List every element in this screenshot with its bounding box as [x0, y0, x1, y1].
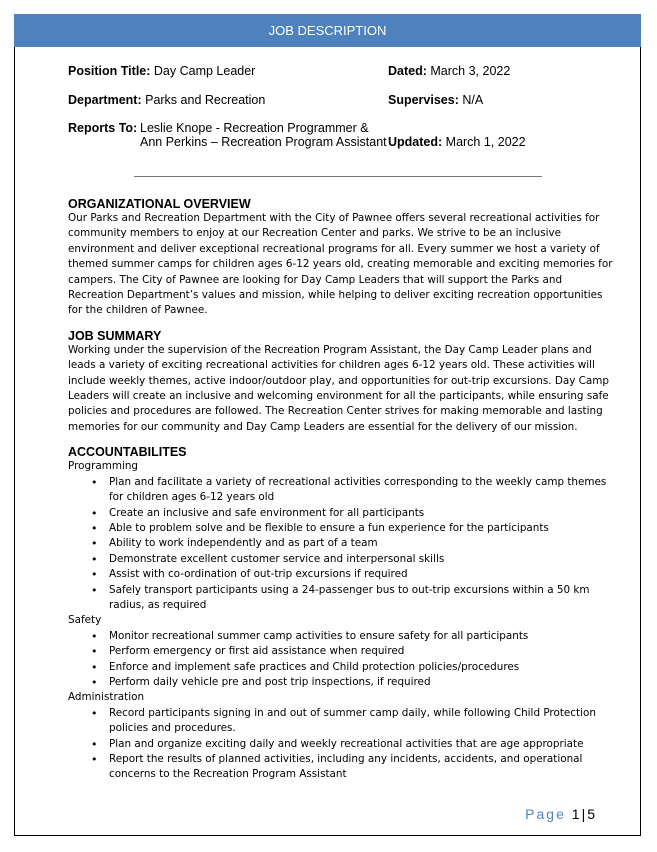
- list-item: • Enforce and implement safe practices and Child protection policies/procedures: [109, 660, 613, 675]
- supervises-field: [388, 93, 483, 108]
- updated-field: [388, 135, 526, 150]
- list-item: • Record participants signing in and out of summer camp daily, while following Child Protection policies and procedures.: [109, 706, 613, 737]
- updated-value: March 1, 2022: [445, 135, 526, 149]
- page-number: [525, 806, 597, 822]
- list-item: • Assist with co-ordination of out-trip excursions if required: [109, 567, 613, 582]
- list-item: • Perform daily vehicle pre and post trip inspections, if required: [109, 675, 613, 690]
- supervises-value: N/A: [462, 93, 484, 107]
- page-word: Page: [525, 806, 566, 822]
- overview-text: Our Parks and Recreation Department with the City of Pawnee offers several recreational activities for community members to enjoy at our Recreation Center and parks. We strive to be an inclusive environment and deliver exceptional recreational programs for all. Every summer we host a variety of themed summer camps for children ages 6-12 years old, creating memorable and exciting memories for campers. The City of Pawnee are looking for Day Camp Leaders that will support the Parks and Recreation Department’s values and mission, while helping to deliver exciting recreation opportunities for the children of Pawnee.: [68, 212, 613, 317]
- administration-list: [68, 706, 613, 783]
- department-field: [68, 93, 265, 108]
- page-separator: |: [581, 806, 588, 822]
- organizational-overview-section: [68, 197, 613, 319]
- group-title: Programming: [68, 460, 139, 473]
- page-current: 1: [571, 806, 582, 822]
- department-label: Department:: [68, 93, 142, 107]
- safety-list: [68, 629, 613, 691]
- reports-to-label-wrap: [68, 121, 137, 136]
- reports-to-label: Reports To:: [68, 121, 138, 135]
- reports-to-line-2: Ann Perkins – Recreation Program Assistant: [140, 135, 387, 149]
- list-item: • Monitor recreational summer camp activities to ensure safety for all participants: [109, 629, 613, 644]
- document-body: [68, 197, 613, 783]
- list-item: • Create an inclusive and safe environment for all participants: [109, 506, 613, 521]
- dated-value: March 3, 2022: [430, 64, 511, 78]
- reports-to-line-1: Leslie Knope - Recreation Programmer &: [140, 121, 369, 135]
- overview-heading: ORGANIZATIONAL OVERVIEW: [68, 197, 251, 211]
- summary-heading: JOB SUMMARY: [68, 328, 162, 343]
- supervises-label: Supervises:: [388, 93, 459, 107]
- list-item: • Plan and organize exciting daily and weekly recreational activities that are age appropriate: [109, 737, 613, 752]
- list-item: • Plan and facilitate a variety of recreational activities corresponding to the weekly camp themes for children ages 6-12 years old: [109, 475, 613, 506]
- summary-text: Working under the supervision of the Recreation Program Assistant, the Day Camp Leader plans and leads a variety of exciting recreational activities for children ages 6-12 years old. These activities will include weekly themes, active indoor/outdoor play, and opportunities for out-trip excursions. Day Camp Leaders will create an inclusive and welcoming environment for all the participants, while ensuring safe policies and procedures are followed. The Recreation Center strives for making memorable and lasting memories for our community and Day Camp Leaders are essential for the delivery of our mission.: [68, 343, 610, 433]
- list-item: • Ability to work independently and as part of a team: [109, 536, 613, 551]
- list-item: • Able to problem solve and be flexible to ensure a fun experience for the participants: [109, 521, 613, 536]
- department-value: Parks and Recreation: [145, 93, 266, 107]
- list-item: • Safely transport participants using a 24-passenger bus to out-trip excursions within a 50 km radius, as required: [109, 583, 613, 614]
- header-divider: [134, 176, 542, 177]
- position-title-field: [68, 64, 255, 79]
- page-total: 5: [587, 806, 597, 822]
- dated-field: [388, 64, 510, 79]
- job-summary-section: [68, 329, 613, 435]
- accountabilities-heading: ACCOUNTABILITES: [68, 445, 187, 460]
- dated-label: Dated:: [388, 64, 427, 78]
- document-banner: JOB DESCRIPTION: [14, 14, 641, 47]
- list-item: • Demonstrate excellent customer service and interpersonal skills: [109, 552, 613, 567]
- list-item: • Perform emergency or first aid assistance when required: [109, 644, 613, 659]
- updated-label: Updated:: [388, 135, 443, 149]
- accountabilities-section: [68, 445, 613, 783]
- programming-list: [68, 475, 613, 614]
- position-title-label: Position Title:: [68, 64, 151, 78]
- group-title: Safety: [68, 614, 102, 627]
- list-item: • Report the results of planned activities, including any incidents, accidents, and operational concerns to the Recreation Program Assistant: [109, 752, 613, 783]
- position-title-value: Day Camp Leader: [153, 64, 256, 78]
- group-title: Administration: [68, 691, 145, 704]
